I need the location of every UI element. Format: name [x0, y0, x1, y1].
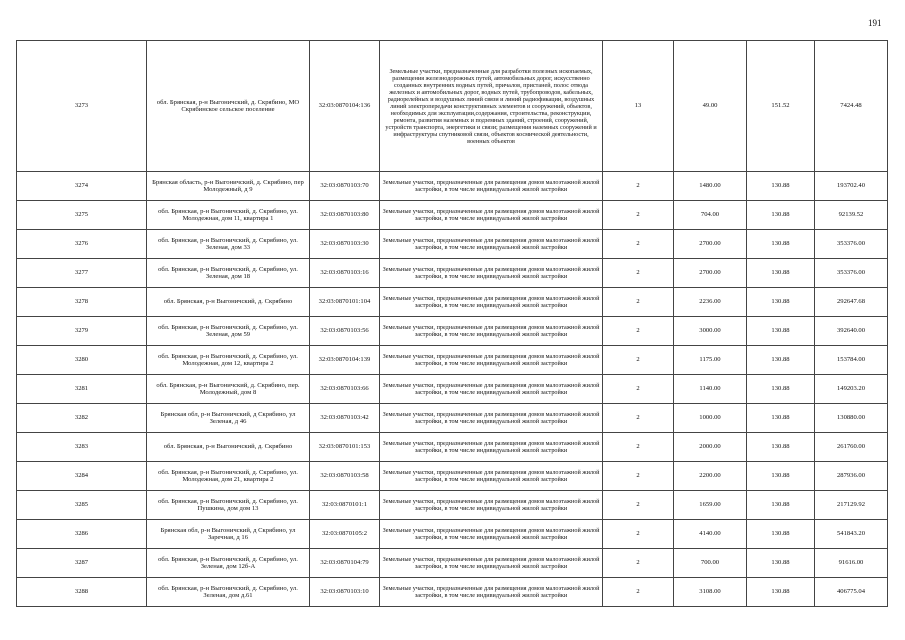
row-value: 149203.20 — [815, 375, 888, 404]
table-row — [17, 462, 888, 491]
table-row — [17, 288, 888, 317]
row-area: 2000.00 — [674, 433, 747, 462]
table-row — [17, 317, 888, 346]
row-value: 541843.20 — [815, 520, 888, 549]
row-group: 2 — [603, 288, 674, 317]
row-land-use: Земельные участки, предназначенные для разработки полезных ископаемых, размещения железнодорожных путей, автомобильных дорог, искусственно созданных внутренних водных путей, причалов, пристаней, полос отвода железных и автомобильных дорог, водных путей, трубопроводов, кабельных, радиорелейных и воздушных линий связи и линий радиофикации, воздушных линий электропередачи конструктивных элементов и сооружений, объектов, необходимых для эксплуатации,содержания, строительства, реконструкции, ремонта, развития наземных и подземных зданий, строений, сооружений, устройств транспорта, энергетики и связи; размещения наземных сооружений и инфраструктуры спутниковой связи, объектов космической деятельности, военных объектов — [380, 41, 603, 172]
row-number: 3286 — [17, 520, 147, 549]
table-row — [17, 491, 888, 520]
row-rate: 130.88 — [747, 317, 815, 346]
row-area: 2700.00 — [674, 259, 747, 288]
row-area: 1659.00 — [674, 491, 747, 520]
row-address: Брянская обл, р-н Выгоничский, д Скрябино, ул Заречная, д 16 — [147, 520, 310, 549]
row-number: 3277 — [17, 259, 147, 288]
row-group: 2 — [603, 346, 674, 375]
row-number: 3276 — [17, 230, 147, 259]
row-number: 3284 — [17, 462, 147, 491]
row-land-use: Земельные участки, предназначенные для размещения домов малоэтажной жилой застройки, в том числе индивидуальной жилой застройки — [380, 578, 603, 607]
row-group: 2 — [603, 549, 674, 578]
row-number: 3281 — [17, 375, 147, 404]
row-land-use: Земельные участки, предназначенные для размещения домов малоэтажной жилой застройки, в том числе индивидуальной жилой застройки — [380, 404, 603, 433]
row-number: 3287 — [17, 549, 147, 578]
row-rate: 130.88 — [747, 201, 815, 230]
row-land-use: Земельные участки, предназначенные для размещения домов малоэтажной жилой застройки, в том числе индивидуальной жилой застройки — [380, 288, 603, 317]
page-number: 191 — [868, 18, 882, 28]
row-rate: 130.88 — [747, 404, 815, 433]
table-row — [17, 520, 888, 549]
row-rate: 130.88 — [747, 230, 815, 259]
row-rate: 130.88 — [747, 462, 815, 491]
row-land-use: Земельные участки, предназначенные для размещения домов малоэтажной жилой застройки, в том числе индивидуальной жилой застройки — [380, 172, 603, 201]
row-number: 3275 — [17, 201, 147, 230]
row-group: 2 — [603, 520, 674, 549]
row-cadastral-number: 32:03:0870103:80 — [310, 201, 380, 230]
row-address: обл. Брянская, р-н Выгоничский, д. Скрябино, ул. Молодежная, дом 12, квартира 2 — [147, 346, 310, 375]
table-row — [17, 259, 888, 288]
row-cadastral-number: 32:03:0870103:56 — [310, 317, 380, 346]
table-row — [17, 346, 888, 375]
row-cadastral-number: 32:03:0870101:153 — [310, 433, 380, 462]
row-address: обл. Брянская, р-н Выгоничский, д. Скрябино, ул. Пушкина, дом дом 13 — [147, 491, 310, 520]
row-rate: 130.88 — [747, 578, 815, 607]
row-number: 3280 — [17, 346, 147, 375]
cadastral-value-table — [16, 40, 888, 607]
row-rate: 130.88 — [747, 375, 815, 404]
row-number: 3283 — [17, 433, 147, 462]
row-cadastral-number: 32:03:0870101:1 — [310, 491, 380, 520]
row-value: 392640.00 — [815, 317, 888, 346]
row-group: 2 — [603, 172, 674, 201]
row-area: 2200.00 — [674, 462, 747, 491]
row-address: обл. Брянская, р-н Выгоничский, д. Скрябино, пер. Молодежный, дом 8 — [147, 375, 310, 404]
row-address: обл. Брянская, р-н Выгоничский, д. Скрябино, ул. Зеленая, дом 12б-А — [147, 549, 310, 578]
row-area: 2700.00 — [674, 230, 747, 259]
row-cadastral-number: 32:03:0870103:58 — [310, 462, 380, 491]
table-row — [17, 201, 888, 230]
row-address: Брянская обл, р-н Выгоничский, д Скрябино, ул Зеленая, д 46 — [147, 404, 310, 433]
row-group: 2 — [603, 491, 674, 520]
row-number: 3288 — [17, 578, 147, 607]
row-value: 193702.40 — [815, 172, 888, 201]
row-address: обл. Брянская, р-н Выгоничский, д. Скрябино — [147, 288, 310, 317]
row-value: 287936.00 — [815, 462, 888, 491]
row-address: обл. Брянская, р-н Выгоничский, д. Скрябино, ул. Зеленая, дом 59 — [147, 317, 310, 346]
row-rate: 130.88 — [747, 259, 815, 288]
table-row — [17, 172, 888, 201]
row-group: 2 — [603, 578, 674, 607]
row-land-use: Земельные участки, предназначенные для размещения домов малоэтажной жилой застройки, в том числе индивидуальной жилой застройки — [380, 462, 603, 491]
row-rate: 130.88 — [747, 172, 815, 201]
row-number: 3274 — [17, 172, 147, 201]
row-land-use: Земельные участки, предназначенные для размещения домов малоэтажной жилой застройки, в том числе индивидуальной жилой застройки — [380, 549, 603, 578]
row-cadastral-number: 32:03:0870104:139 — [310, 346, 380, 375]
row-address: обл. Брянская, р-н Выгоничский, д. Скрябино, ул. Зеленая, дом д.61 — [147, 578, 310, 607]
row-area: 700.00 — [674, 549, 747, 578]
row-value: 91616.00 — [815, 549, 888, 578]
row-value: 92139.52 — [815, 201, 888, 230]
row-area: 1000.00 — [674, 404, 747, 433]
row-value: 261760.00 — [815, 433, 888, 462]
row-value: 130880.00 — [815, 404, 888, 433]
row-value: 353376.00 — [815, 259, 888, 288]
row-number: 3273 — [17, 41, 147, 172]
row-cadastral-number: 32:03:0870104:79 — [310, 549, 380, 578]
row-group: 2 — [603, 404, 674, 433]
row-number: 3278 — [17, 288, 147, 317]
row-group: 2 — [603, 259, 674, 288]
row-area: 3000.00 — [674, 317, 747, 346]
row-value: 292647.68 — [815, 288, 888, 317]
row-value: 406775.04 — [815, 578, 888, 607]
row-value: 153784.00 — [815, 346, 888, 375]
row-cadastral-number: 32:03:0870103:70 — [310, 172, 380, 201]
row-area: 1480.00 — [674, 172, 747, 201]
table-row — [17, 578, 888, 607]
row-area: 49.00 — [674, 41, 747, 172]
row-group: 2 — [603, 462, 674, 491]
row-rate: 130.88 — [747, 491, 815, 520]
row-rate: 130.88 — [747, 520, 815, 549]
row-address: обл. Брянская, р-н Выгоничский, д. Скрябино — [147, 433, 310, 462]
row-rate: 151.52 — [747, 41, 815, 172]
row-area: 2236.00 — [674, 288, 747, 317]
row-cadastral-number: 32:03:0870103:66 — [310, 375, 380, 404]
row-cadastral-number: 32:03:0870104:136 — [310, 41, 380, 172]
row-rate: 130.88 — [747, 288, 815, 317]
row-address: обл. Брянская, р-н Выгоничский, д. Скрябино, ул. Зеленая, дом 33 — [147, 230, 310, 259]
row-land-use: Земельные участки, предназначенные для размещения домов малоэтажной жилой застройки, в том числе индивидуальной жилой застройки — [380, 230, 603, 259]
row-land-use: Земельные участки, предназначенные для размещения домов малоэтажной жилой застройки, в том числе индивидуальной жилой застройки — [380, 520, 603, 549]
row-cadastral-number: 32:03:0870103:10 — [310, 578, 380, 607]
row-area: 1140.00 — [674, 375, 747, 404]
row-group: 2 — [603, 375, 674, 404]
row-area: 704.00 — [674, 201, 747, 230]
row-value: 217129.92 — [815, 491, 888, 520]
row-number: 3285 — [17, 491, 147, 520]
row-value: 7424.48 — [815, 41, 888, 172]
table-body — [17, 41, 888, 607]
row-group: 2 — [603, 317, 674, 346]
row-number: 3279 — [17, 317, 147, 346]
row-land-use: Земельные участки, предназначенные для размещения домов малоэтажной жилой застройки, в том числе индивидуальной жилой застройки — [380, 346, 603, 375]
table-row — [17, 404, 888, 433]
row-address: обл. Брянская, р-н Выгоничский, д. Скрябино, МО Скрябинское сельское поселение — [147, 41, 310, 172]
table-row — [17, 549, 888, 578]
row-group: 2 — [603, 433, 674, 462]
table-row — [17, 41, 888, 172]
row-rate: 130.88 — [747, 346, 815, 375]
row-area: 3108.00 — [674, 578, 747, 607]
row-cadastral-number: 32:03:0870101:104 — [310, 288, 380, 317]
row-cadastral-number: 32:03:0870103:16 — [310, 259, 380, 288]
row-group: 13 — [603, 41, 674, 172]
row-land-use: Земельные участки, предназначенные для размещения домов малоэтажной жилой застройки, в том числе индивидуальной жилой застройки — [380, 491, 603, 520]
row-cadastral-number: 32:03:0870103:42 — [310, 404, 380, 433]
row-land-use: Земельные участки, предназначенные для размещения домов малоэтажной жилой застройки, в том числе индивидуальной жилой застройки — [380, 201, 603, 230]
row-land-use: Земельные участки, предназначенные для размещения домов малоэтажной жилой застройки, в том числе индивидуальной жилой застройки — [380, 375, 603, 404]
row-cadastral-number: 32:03:0870105:2 — [310, 520, 380, 549]
row-group: 2 — [603, 230, 674, 259]
row-address: обл. Брянская, р-н Выгоничский, д. Скрябино, ул. Молодежная, дом 21, квартира 2 — [147, 462, 310, 491]
row-area: 4140.00 — [674, 520, 747, 549]
row-area: 1175.00 — [674, 346, 747, 375]
row-group: 2 — [603, 201, 674, 230]
row-land-use: Земельные участки, предназначенные для размещения домов малоэтажной жилой застройки, в том числе индивидуальной жилой застройки — [380, 317, 603, 346]
row-address: Брянская область, р-н Выгоничский, д. Скрябино, пер Молодежный, д 9 — [147, 172, 310, 201]
table-row — [17, 230, 888, 259]
table-row — [17, 433, 888, 462]
row-land-use: Земельные участки, предназначенные для размещения домов малоэтажной жилой застройки, в том числе индивидуальной жилой застройки — [380, 433, 603, 462]
row-number: 3282 — [17, 404, 147, 433]
table-row — [17, 375, 888, 404]
row-rate: 130.88 — [747, 549, 815, 578]
row-value: 353376.00 — [815, 230, 888, 259]
row-cadastral-number: 32:03:0870103:30 — [310, 230, 380, 259]
row-rate: 130.88 — [747, 433, 815, 462]
row-address: обл. Брянская, р-н Выгоничский, д. Скрябино, ул. Молодежная, дом 11, квартира 1 — [147, 201, 310, 230]
row-land-use: Земельные участки, предназначенные для размещения домов малоэтажной жилой застройки, в том числе индивидуальной жилой застройки — [380, 259, 603, 288]
row-address: обл. Брянская, р-н Выгоничский, д. Скрябино, ул. Зеленая, дом 18 — [147, 259, 310, 288]
